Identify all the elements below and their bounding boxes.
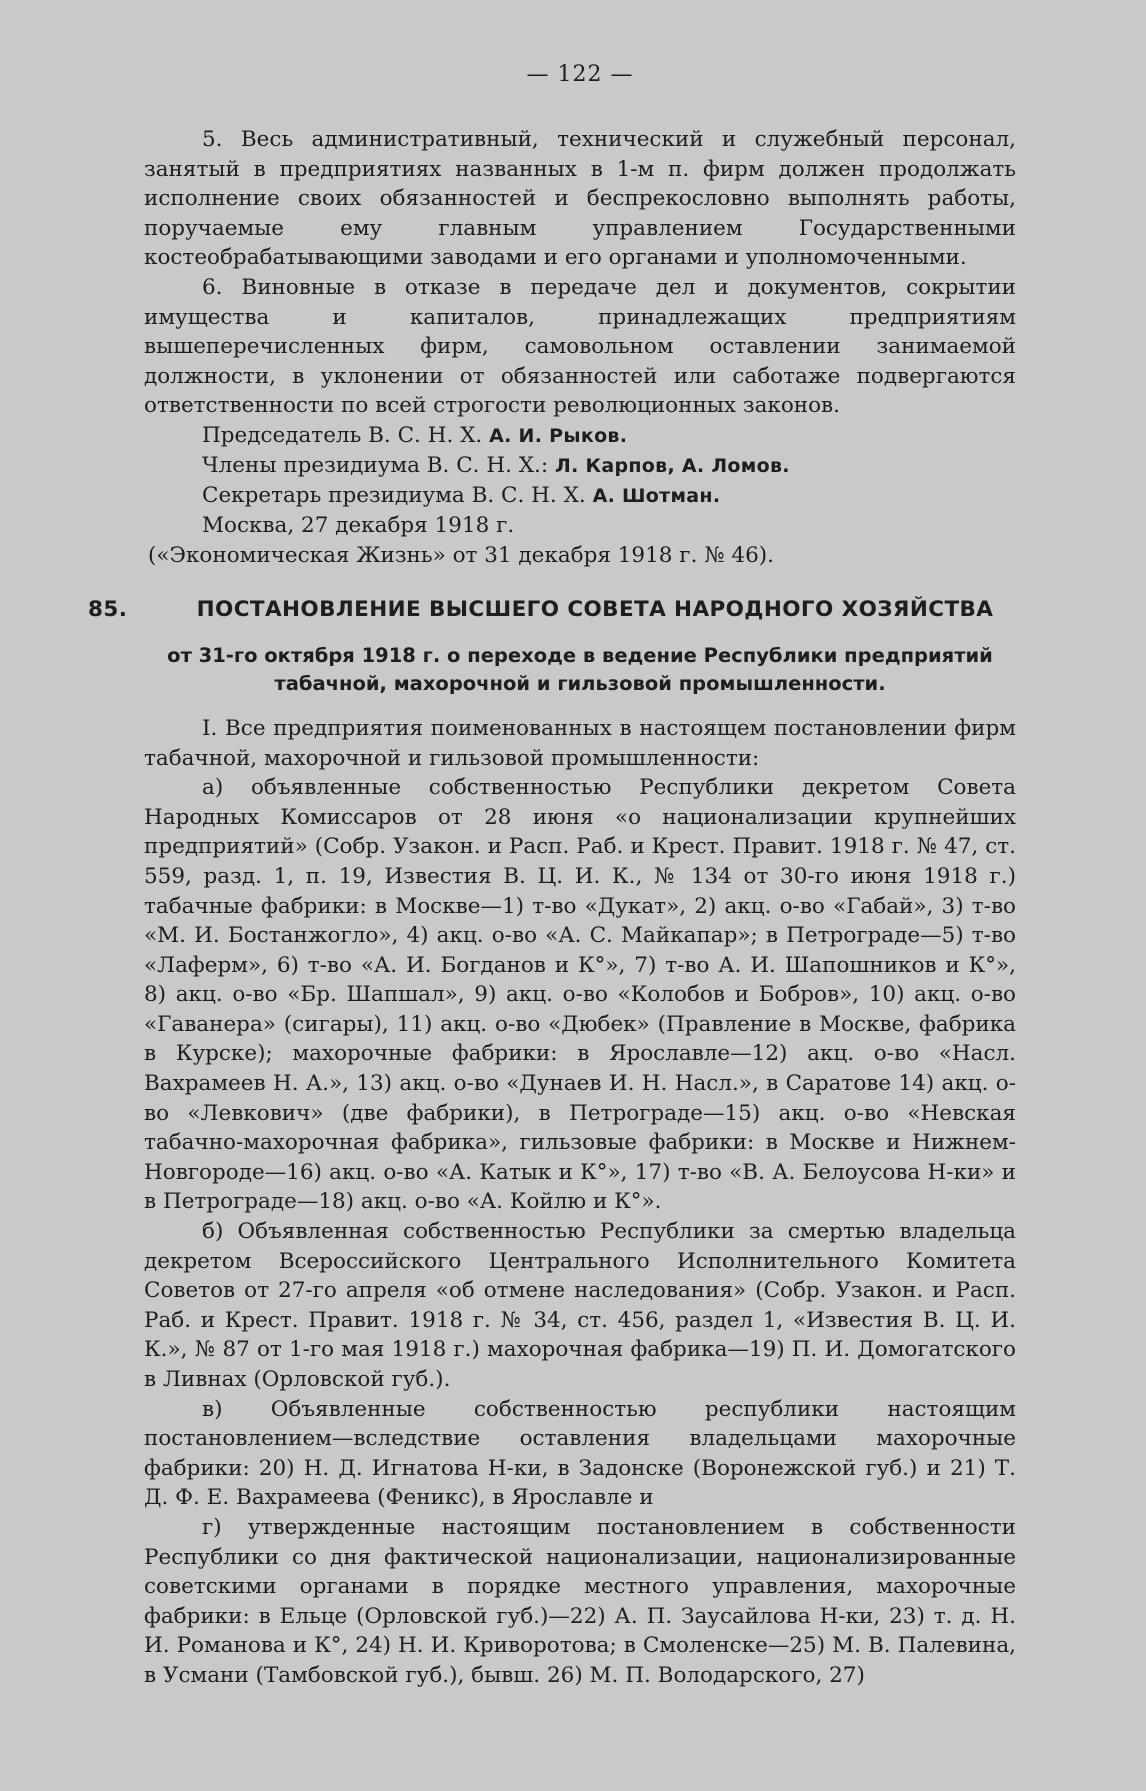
paragraph-v: в) Объявленные собственностью республики настоящим постановлением—вследствие оставления владельцами махорочные фабрики: 20) Н. Д. Игнатова Н-ки, в Задонске (Воронежской губ.) и 21) Т. Д. Ф. Е. Вахрамеева (Феникс), в Ярославле и [144, 1396, 1016, 1511]
signature-role: Члены президиума В. С. Н. Х.: [202, 452, 549, 478]
paragraph-6: 6. Виновные в отказе в передаче дел и документов, сокрытии имущества и капиталов, принадлежащих предприятиям вышеперечисленных фирм, самовольном оставлении занимаемой должности, в уклонении от обязанностей или саботаже подвергаются ответственности по всей строгости революционных законов. [144, 274, 1016, 419]
document-number: 85. [88, 596, 128, 622]
paragraph-5: 5. Весь административный, технический и служебный персонал, занятый в предприятиях названных в 1-м п. фирм должен продолжать исполнение своих обязанностей и беспрекословно выполнять работы, поручаемые ему главным управлением Государственными костеобрабатывающими заводами и его органами и уполномоченными. [144, 127, 1016, 271]
document-heading [88, 596, 1016, 622]
signature-chairman [144, 421, 1016, 451]
paragraph-i: I. Все предприятия поименованных в настоящем постановлении фирм табачной, махорочной и гильзовой промышленности: [144, 715, 1016, 771]
paragraph-a: а) объявленные собственностью Республики декретом Совета Народных Комиссаров от 28 июня «о национализации крупнейших предприятий» (Собр. Узакон. и Расп. Раб. и Крест. Правит. 1918 г. № 47, ст. 559, разд. 1, п. 19, Известия В. Ц. И. К., № 134 от 30-го июня 1918 г.) табачные фабрики: в Москве—1) т-во «Дукат», 2) акц. о-во «Габай», 3) т-во «М. И. Бостанжогло», 4) акц. о-во «А. С. Майкапар»; в Петрограде—5) т-во «Лаферм», 6) т-во «А. И. Богданов и К°», 7) т-во А. И. Шапошников и К°», 8) акц. о-во «Бр. Шапшал», 9) акц. о-во «Колобов и Бобров», 10) акц. о-во «Гаванера» (сигары), 11) акц. о-во «Дюбек» (Правление в Москве, фабрика в Курске); махорочные фабрики: в Ярославле—12) акц. о-во «Насл. Вахрамеев Н. А.», 13) акц. о-во «Дунаев И. Н. Насл.», в Саратове 14) акц. о-во «Левкович» (две фабрики), в Петрограде—15) акц. о-во «Невская табачно-махорочная фабрика», гильзовые фабрики: в Москве и Нижнем-Новгороде—16) акц. о-во «А. Катык и К°», 17) т-во «В. А. Белоусова Н-ки» и в Петрограде—18) акц. о-во «А. Койлю и К°». [144, 775, 1016, 1215]
previous-document-ending [144, 125, 1016, 571]
signature-role: Секретарь президиума В. С. Н. Х. [202, 482, 586, 508]
paragraph-g: г) утвержденные настоящим постановлением в собственности Республики со дня фактической национализации, национализированные советскими органами в порядке местного управления, махорочные фабрики: в Ельце (Орловской губ.)—22) А. П. Заусайлова Н-ки, 23) т. д. Н. И. Романова и К°, 24) Н. И. Криворотова; в Смоленске—25) М. В. Палевина, в Усмани (Тамбовской губ.), бывш. 26) М. П. Володарского, 27) [144, 1514, 1016, 1688]
signature-names: А. И. Рыков. [489, 424, 628, 447]
document-title: ПОСТАНОВЛЕНИЕ ВЫСШЕГО СОВЕТА НАРОДНОГО ХОЗЯЙСТВА [196, 596, 994, 622]
place-date: Москва, 27 декабря 1918 г. [202, 512, 515, 538]
document-subtitle: от 31-го октября 1918 г. о переходе в ведение Республики предприятий табачной, махорочной и гильзовой промышленности. [167, 643, 993, 695]
page-number: — 122 — [526, 62, 634, 87]
paragraph-b: б) Объявленная собственностью Республики за смертью владельца декретом Всероссийского Центрального Исполнительного Комитета Советов от 27-го апреля «об отмене наследования» (Собр. Узакон. и Расп. Раб. и Крест. Правит. 1918 г. № 34, ст. 456, раздел 1, «Известия В. Ц. И. К.», № 87 от 1-го мая 1918 г.) махорочная фабрика—19) П. И. Домогатского в Ливнах (Орловской губ.). [144, 1219, 1016, 1392]
signature-members [144, 451, 1016, 481]
document-85 [88, 596, 1016, 1691]
signature-names: А. Шотман. [592, 484, 721, 507]
signature-secretary [144, 481, 1016, 511]
signature-role: Председатель В. С. Н. Х. [202, 422, 483, 448]
source-citation: («Экономическая Жизнь» от 31 декабря 1918 г. № 46). [148, 542, 774, 568]
signature-names: Л. Карпов, А. Ломов. [554, 454, 790, 477]
